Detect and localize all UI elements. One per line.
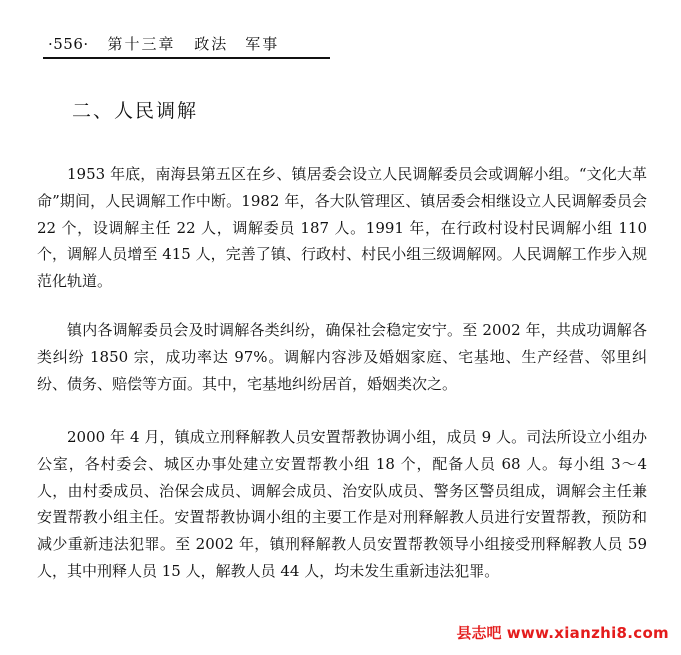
page-number: ·556· — [48, 35, 89, 53]
site-watermark — [457, 621, 670, 645]
section-label: 政法 军事 — [194, 35, 280, 53]
watermark-url: www.xianzhi8.com — [506, 624, 669, 642]
section-title: 二、人民调解 — [72, 100, 199, 122]
running-header — [48, 32, 326, 56]
paragraph-resettlement: 2000 年 4 月，镇成立刑释解教人员安置帮教协调小组，成员 9 人。司法所设立小组办公室，各村委会、城区办事处建立安置帮教小组 18 个，配备人员 68 人。每小组 3～4 人，由村委成员、治保会成员、调解会成员、治安队成员、警务区警员组成，调解会主任兼安置帮教小组主任。安置帮教协调小组的主要工作是对刑释解教人员进行安置帮教，预防和减少重新违法犯罪。至 2002 年，镇刑释解教人员安置帮教领导小组接受刑释解教人员 59 人，其中刑释人员 15 人，解教人员 44 人，均未发生重新违法犯罪。 — [37, 428, 647, 580]
header-rule — [43, 57, 330, 59]
watermark-site-name: 县志吧 — [456, 624, 502, 642]
paragraph-history: 1953 年底，南海县第五区在乡、镇居委会设立人民调解委员会或调解小组。“文化大革命”期间，人民调解工作中断。1982 年，各大队管理区、镇居委会相继设立人民调解委员会 22 个，设调解主任 22 人，调解委员 187 人。1991 年，在行政村设村民调解小组 110 个，调解人员增至 415 人，完善了镇、行政村、村民小组三级调解网。人民调解工作步入规范化轨道。 — [37, 165, 647, 291]
chapter-label: 第十三章 — [107, 35, 176, 53]
paragraph-disputes: 镇内各调解委员会及时调解各类纠纷，确保社会稳定安宁。至 2002 年，共成功调解各类纠纷 1850 宗，成功率达 97%。调解内容涉及婚姻家庭、宅基地、生产经营、邻里纠纷、债务、赔偿等方面。其中，宅基地纠纷居首，婚姻类次之。 — [37, 321, 647, 393]
